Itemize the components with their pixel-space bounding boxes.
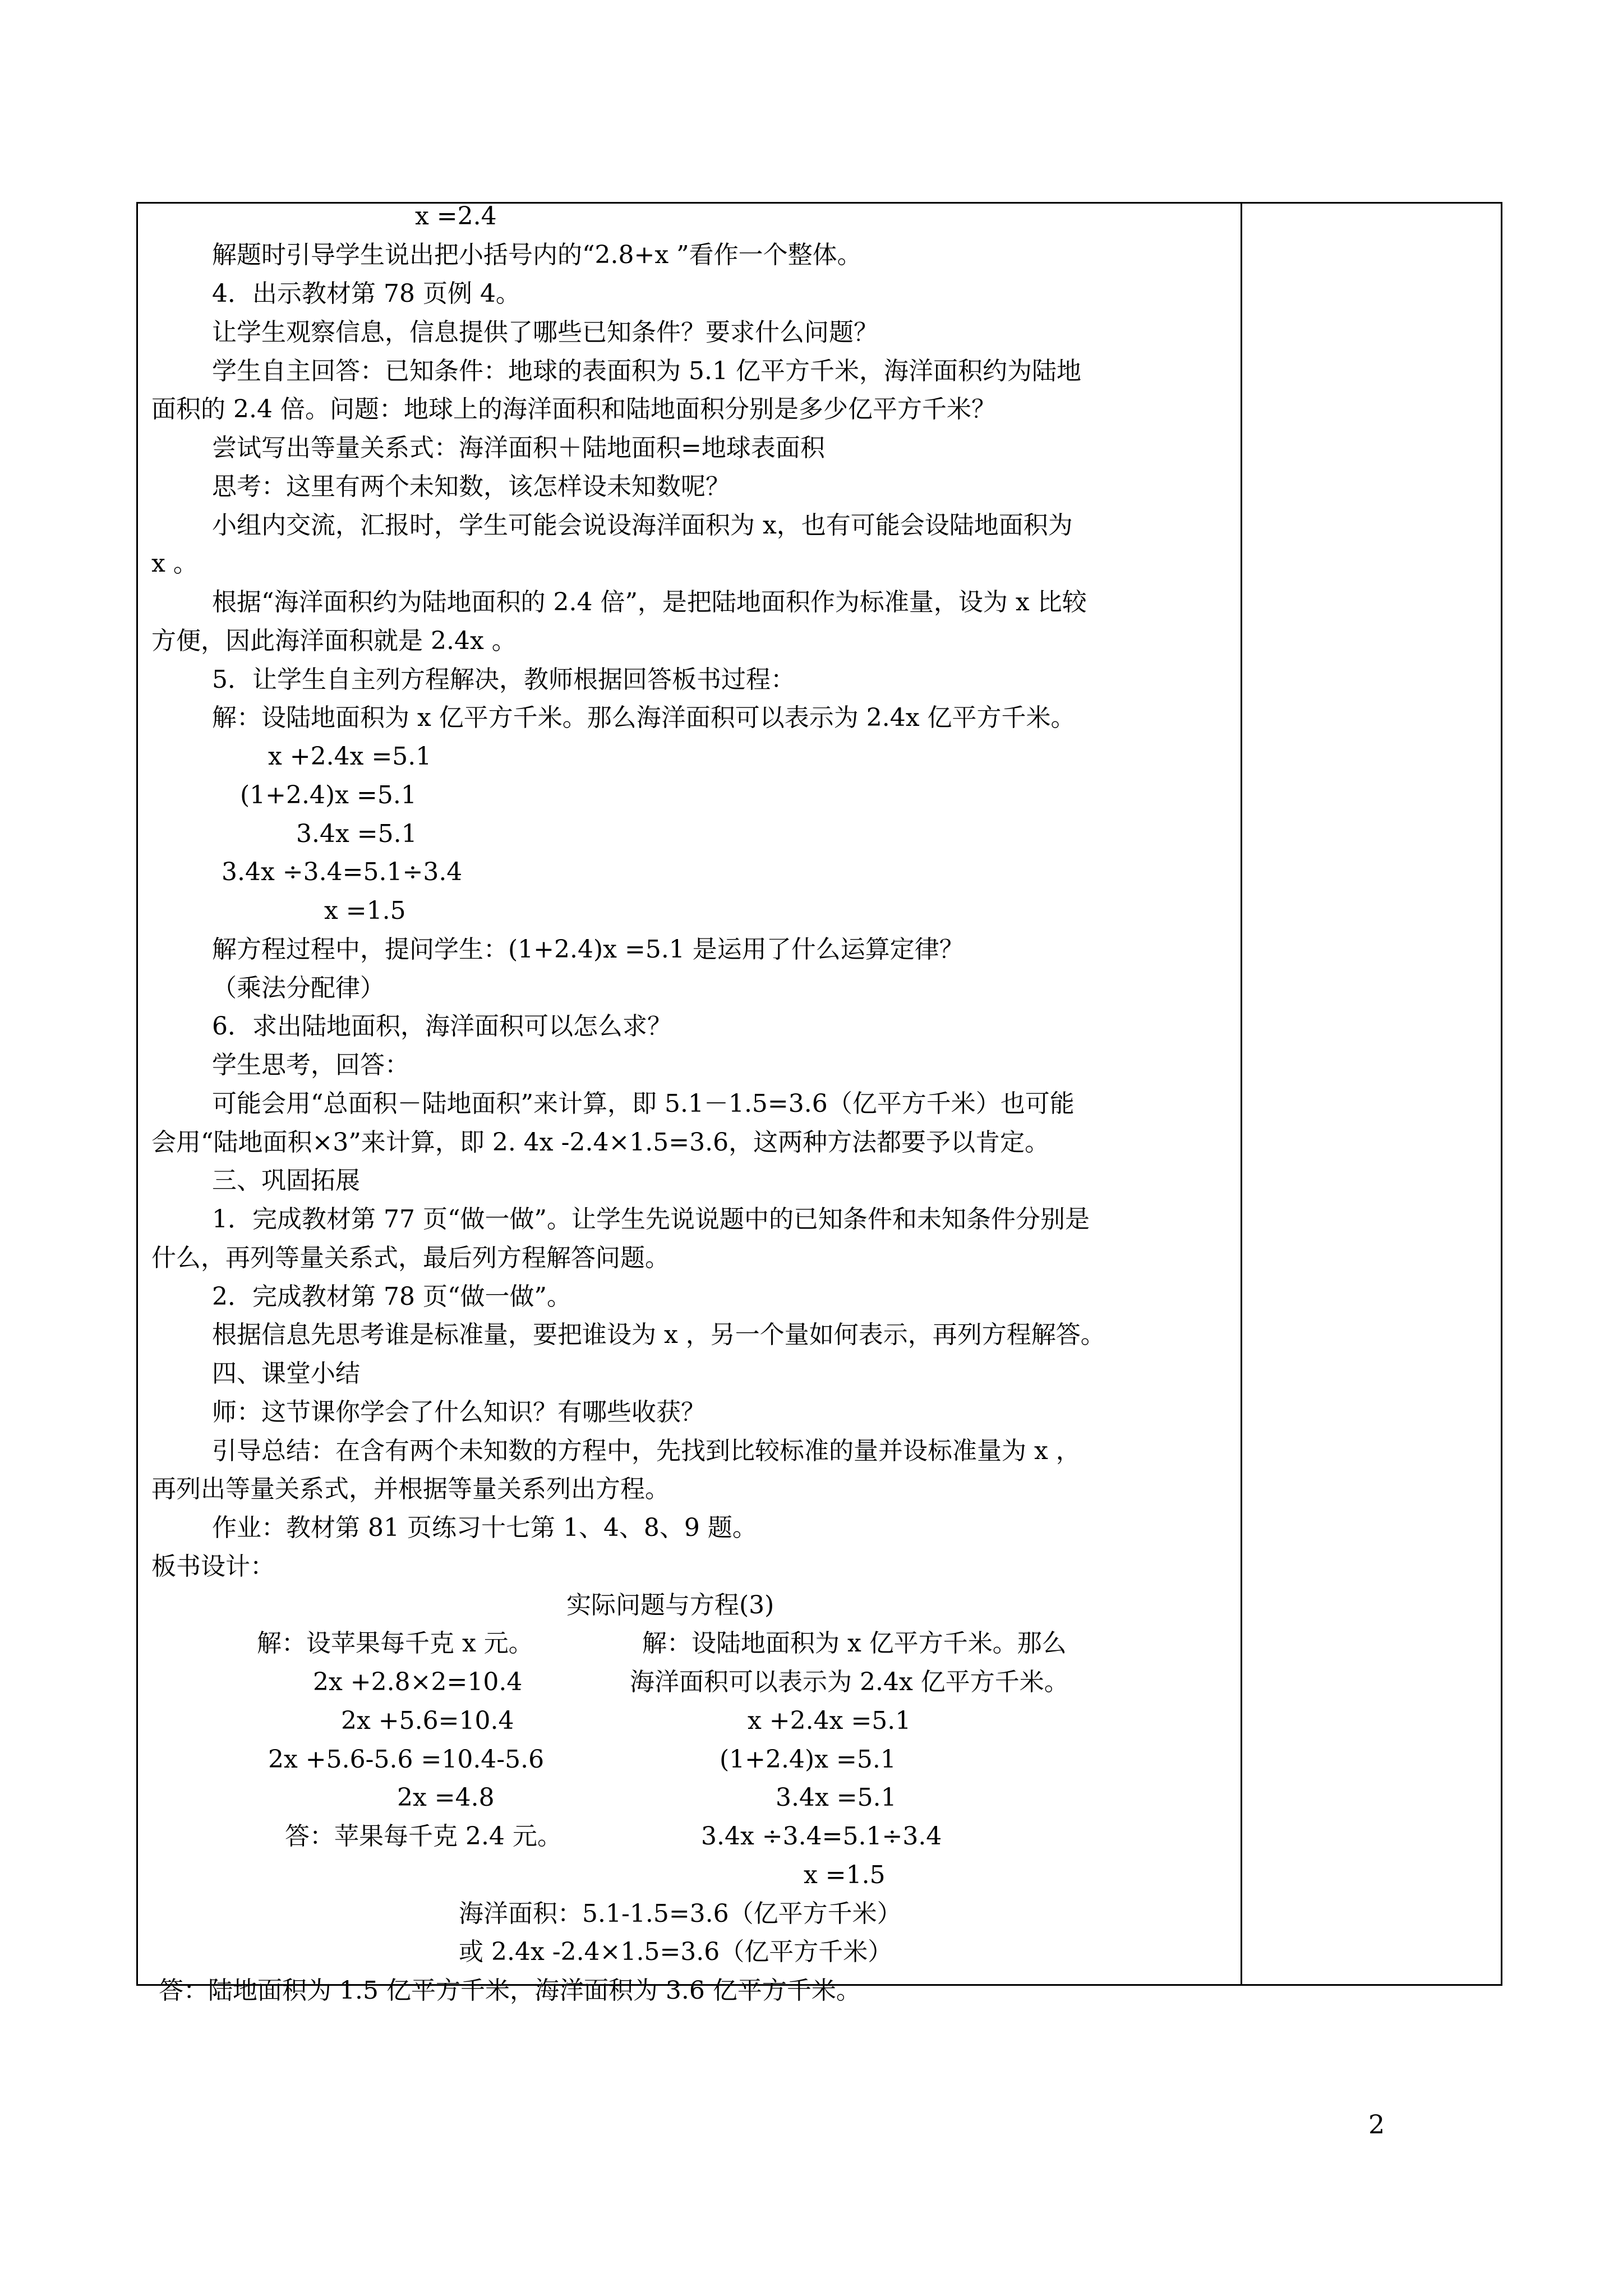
text-line: 根据信息先思考谁是标准量，要把谁设为 x ，另一个量如何表示，再列方程解答。 (212, 1320, 1105, 1349)
board-line: x +2.4x =5.1 (748, 1706, 911, 1735)
board-line: 2x +2.8×2=10.4 (313, 1668, 523, 1696)
board-line: x =1.5 (804, 1861, 886, 1889)
text-line: 解方程过程中，提问学生：(1+2.4)x =5.1 是运用了什么运算定律？ (212, 935, 964, 964)
board-title: 实际问题与方程(3) (566, 1591, 774, 1619)
board-line: 解：设苹果每千克 x 元。 (257, 1629, 533, 1658)
section-heading: 三、巩固拓展 (212, 1166, 360, 1195)
text-line: 板书设计： (151, 1552, 275, 1581)
text-line: 方便，因此海洋面积就是 2.4x 。 (151, 627, 517, 655)
text-line: 5．让学生自主列方程解决，教师根据回答板书过程： (212, 665, 795, 694)
text-line: 面积的 2.4 倍。问题：地球上的海洋面积和陆地面积分别是多少亿平方千米？ (151, 395, 996, 424)
equation-line: 3.4x ÷3.4=5.1÷3.4 (222, 858, 463, 886)
text-line: 会用“陆地面积×3”来计算，即 2. 4x -2.4×1.5=3.6，这两种方法都要予以肯定。 (151, 1128, 1050, 1157)
board-line: 2x =4.8 (397, 1783, 495, 1812)
equation-line: 3.4x =5.1 (296, 820, 417, 848)
board-line: 解：设陆地面积为 x 亿平方千米。那么 (642, 1629, 1067, 1658)
text-line: 尝试写出等量关系式：海洋面积＋陆地面积=地球表面积 (212, 434, 825, 462)
text-line: 学生思考，回答： (212, 1051, 409, 1079)
board-line: 海洋面积可以表示为 2.4x 亿平方千米。 (630, 1668, 1069, 1696)
equation-line: x =1.5 (324, 896, 406, 925)
board-line: (1+2.4)x =5.1 (720, 1745, 896, 1774)
text-line: 什么，再列等量关系式，最后列方程解答问题。 (151, 1244, 670, 1272)
page-number: 2 (1368, 2109, 1385, 2139)
board-line: 答：苹果每千克 2.4 元。 (285, 1822, 562, 1851)
column-divider (1241, 202, 1242, 1986)
text-line: 1．完成教材第 77 页“做一做”。让学生先说说题中的已知条件和未知条件分别是 (212, 1205, 1090, 1234)
board-line: 2x +5.6=10.4 (341, 1706, 514, 1735)
board-line: 3.4x ÷3.4=5.1÷3.4 (701, 1822, 942, 1851)
text-line: x =2.4 (415, 202, 497, 231)
board-line: 或 2.4x -2.4×1.5=3.6（亿平方千米） (459, 1938, 893, 1966)
text-line: 再列出等量关系式，并根据等量关系列出方程。 (151, 1475, 670, 1503)
equation-line: x +2.4x =5.1 (268, 742, 432, 771)
text-line: 根据“海洋面积约为陆地面积的 2.4 倍”，是把陆地面积作为标准量，设为 x 比较 (212, 588, 1087, 616)
text-line: 解题时引导学生说出把小括号内的“2.8+x ”看作一个整体。 (212, 241, 862, 269)
text-line: 6．求出陆地面积，海洋面积可以怎么求？ (212, 1012, 672, 1041)
board-line: 3.4x =5.1 (776, 1783, 897, 1812)
text-line: 学生自主回答：已知条件：地球的表面积为 5.1 亿平方千米，海洋面积约为陆地 (212, 357, 1081, 385)
text-line: 作业：教材第 81 页练习十七第 1、4、8、9 题。 (212, 1513, 757, 1542)
board-line: 2x +5.6-5.6 =10.4-5.6 (268, 1745, 545, 1774)
text-line: 引导总结：在含有两个未知数的方程中，先找到比较标准的量并设标准量为 x ， (212, 1437, 1081, 1465)
board-line: 海洋面积：5.1-1.5=3.6（亿平方千米） (459, 1899, 902, 1928)
board-answer: 答：陆地面积为 1.5 亿平方千米，海洋面积为 3.6 亿平方千米。 (159, 1976, 861, 2005)
text-line: 师：这节课你学会了什么知识？有哪些收获？ (212, 1398, 706, 1427)
text-line: （乘法分配律） (212, 974, 385, 1002)
text-line: 可能会用“总面积－陆地面积”来计算，即 5.1－1.5=3.6（亿平方千米）也可能 (212, 1089, 1075, 1118)
text-line: 4．出示教材第 78 页例 4。 (212, 279, 520, 308)
section-heading: 四、课堂小结 (212, 1359, 360, 1388)
text-line: 思考：这里有两个未知数，该怎样设未知数呢？ (212, 472, 730, 501)
equation-line: (1+2.4)x =5.1 (240, 781, 417, 809)
text-line: 让学生观察信息，信息提供了哪些已知条件？要求什么问题？ (212, 318, 878, 347)
text-line: 解：设陆地面积为 x 亿平方千米。那么海洋面积可以表示为 2.4x 亿平方千米。 (212, 703, 1076, 732)
text-line: 2．完成教材第 78 页“做一做”。 (212, 1282, 571, 1311)
text-line: 小组内交流，汇报时，学生可能会说设海洋面积为 x，也有可能会设陆地面积为 (212, 511, 1073, 540)
text-line: x 。 (151, 549, 198, 578)
